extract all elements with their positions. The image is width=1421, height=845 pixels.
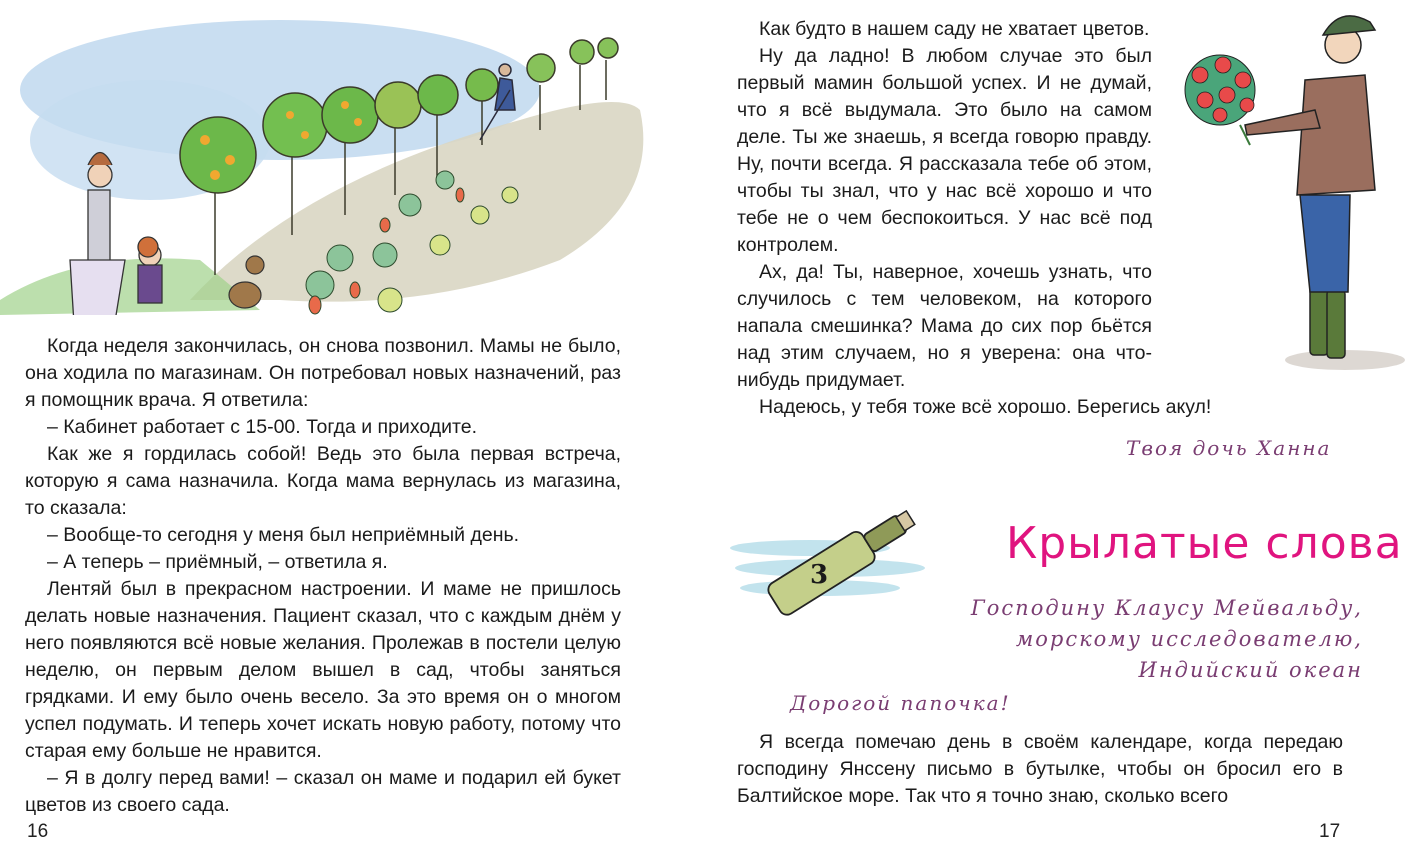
garden-scene-illustration <box>0 0 700 315</box>
paragraph: Как будто в нашем саду не хватает цветов. <box>759 18 1150 40</box>
left-page <box>0 0 710 845</box>
paragraph: – Кабинет работает с 15-00. Тогда и приходите. <box>47 416 478 438</box>
paragraph: – А теперь – приёмный, – ответила я. <box>47 551 388 573</box>
left-page-body-text <box>25 333 621 819</box>
paragraph: Когда неделя закончилась, он снова позвонил. Мамы не было, она ходила по магазинам. Он потребовал новых назначений, раз я помощник врача. Я ответила: <box>25 335 621 411</box>
chapter-number: 3 <box>810 560 829 590</box>
signature: Твоя дочь Ханна <box>1126 436 1332 460</box>
paragraph: Как же я гордилась собой! Ведь это была первая встреча, которую я сама назначила. Когда мама вернулась из магазина, то сказала: <box>25 443 621 519</box>
paragraph: – Я в долгу перед вами! – сказал он маме и подарил ей букет цветов из своего сада. <box>25 767 621 816</box>
bottle-message-illustration <box>720 498 950 623</box>
page-number: 16 <box>27 821 49 842</box>
paragraph: Я всегда помечаю день в своём календаре, когда передаю господину Янссену письмо в бутылке, чтобы он бросил его в Балтийское море. Так что я точно знаю, сколько всего <box>737 731 1343 807</box>
paragraph: Надеюсь, у тебя тоже всё хорошо. Берегись акул! <box>759 396 1212 418</box>
paragraph: Ах, да! Ты, наверное, хочешь узнать, что случилось с тем человеком, на которого напала смешинка? Мама до сих пор бьётся над этим случаем, но я уверена: она что-нибудь придумает. <box>737 261 1152 391</box>
letter-greeting: Дорогой папочка! <box>790 691 1011 715</box>
right-page <box>710 0 1421 845</box>
paragraph: Лентяй был в прекрасном настроении. И маме не пришлось делать новые назначения. Пациент сказал, что с каждым днём у него появляются всё новые желания. Пролежав в постели целую неделю, он первым делом вышел в сад, чтобы заняться грядками. И ему было очень весело. За это время он о многом успел подумать. И теперь хочет искать новую работу, потому что старая ему больше не нравится. <box>25 578 621 762</box>
address-line: Индийский океан <box>1138 658 1363 682</box>
letter-address <box>971 593 1363 686</box>
paragraph: – Вообще-то сегодня у меня был неприёмный день. <box>47 524 520 546</box>
right-page-body-text-top <box>737 16 1212 421</box>
address-line: морскому исследователю, <box>1015 627 1363 651</box>
boy-figure <box>138 237 162 303</box>
address-line: Господину Клаусу Мейвальду, <box>970 596 1363 620</box>
right-page-body-text-bottom <box>737 729 1343 810</box>
chapter-title: Крылатые слова <box>1006 518 1403 569</box>
man-with-flowers-illustration <box>1165 0 1421 380</box>
paragraph: Ну да ладно! В любом случае это был первый мамин большой успех. И не думай, что я всё выдумала. Это было на самом деле. Ты же знаешь, я всегда говорю правду. Ну, почти всегда. Я рассказала тебе об этом, чтобы ты знал, что у нас всё хорошо и что тебе не о чем беспокоиться. У нас всё под контролем. <box>737 45 1152 256</box>
page-number: 17 <box>1319 821 1341 842</box>
